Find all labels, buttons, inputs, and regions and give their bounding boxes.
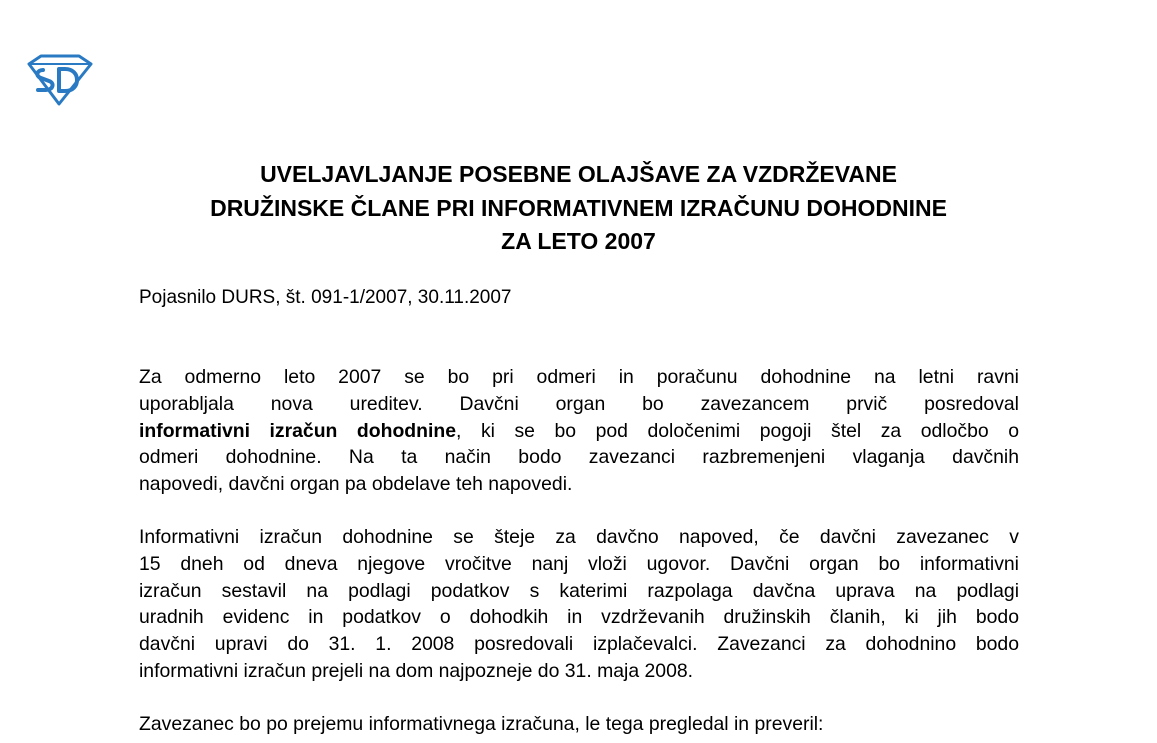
paragraph-informative-calc xyxy=(139,524,1019,685)
paragraph-line: davčni upravi do 31. 1. 2008 posredovali izplačevalci. Zavezanci za dohodnino bodo xyxy=(139,633,1019,656)
paragraph-line xyxy=(139,418,1019,445)
paragraph-review xyxy=(139,711,1019,738)
paragraph-intro xyxy=(139,364,1019,498)
paragraph-line-rest: , ki se bo pod določenimi pogoji štel za odločbo o xyxy=(456,419,1019,442)
paragraph-line: 15 dneh od dneva njegove vročitve nanj vloži ugovor. Davčni organ bo informativni xyxy=(139,552,1019,575)
sd-logo-icon xyxy=(21,50,97,106)
title-line: UVELJAVLJANJE POSEBNE OLAJŠAVE ZA VZDRŽEVANE xyxy=(260,161,897,187)
paragraph-line: uporabljala nova ureditev. Davčni organ bo zavezancem prvič posredoval xyxy=(139,392,1019,415)
title-line: ZA LETO 2007 xyxy=(501,228,656,254)
paragraph-line: napovedi, davčni organ pa obdelave teh napovedi. xyxy=(139,473,573,496)
paragraph-line: izračun sestavil na podlagi podatkov s katerimi razpolaga davčna uprava na podlagi xyxy=(139,579,1019,602)
paragraph-line: odmeri dohodnine. Na ta način bodo zavezanci razbremenjeni vlaganja davčnih xyxy=(139,446,1019,469)
document-title xyxy=(60,158,1097,259)
paragraph-line: Za odmerno leto 2007 se bo pri odmeri in poračunu dohodnine na letni ravni xyxy=(139,366,1019,388)
paragraph-line: uradnih evidenc in podatkov o dohodkih in vzdrževanih družinskih članih, ki jih bodo xyxy=(139,606,1019,629)
paragraph-line: Informativni izračun dohodnine se šteje za davčno napoved, če davčni zavezanec v xyxy=(139,526,1019,548)
bold-phrase: informativni izračun dohodnine xyxy=(139,419,457,442)
paragraph-line: Zavezanec bo po prejemu informativnega izračuna, le tega pregledal in preveril: xyxy=(139,713,824,735)
title-line: DRUŽINSKE ČLANE PRI INFORMATIVNEM IZRAČUNU DOHODNINE xyxy=(210,194,947,221)
document-subtitle: Pojasnilo DURS, št. 091-1/2007, 30.11.2007 xyxy=(139,287,512,308)
paragraph-line: informativni izračun prejeli na dom najpozneje do 31. maja 2008. xyxy=(139,659,694,682)
